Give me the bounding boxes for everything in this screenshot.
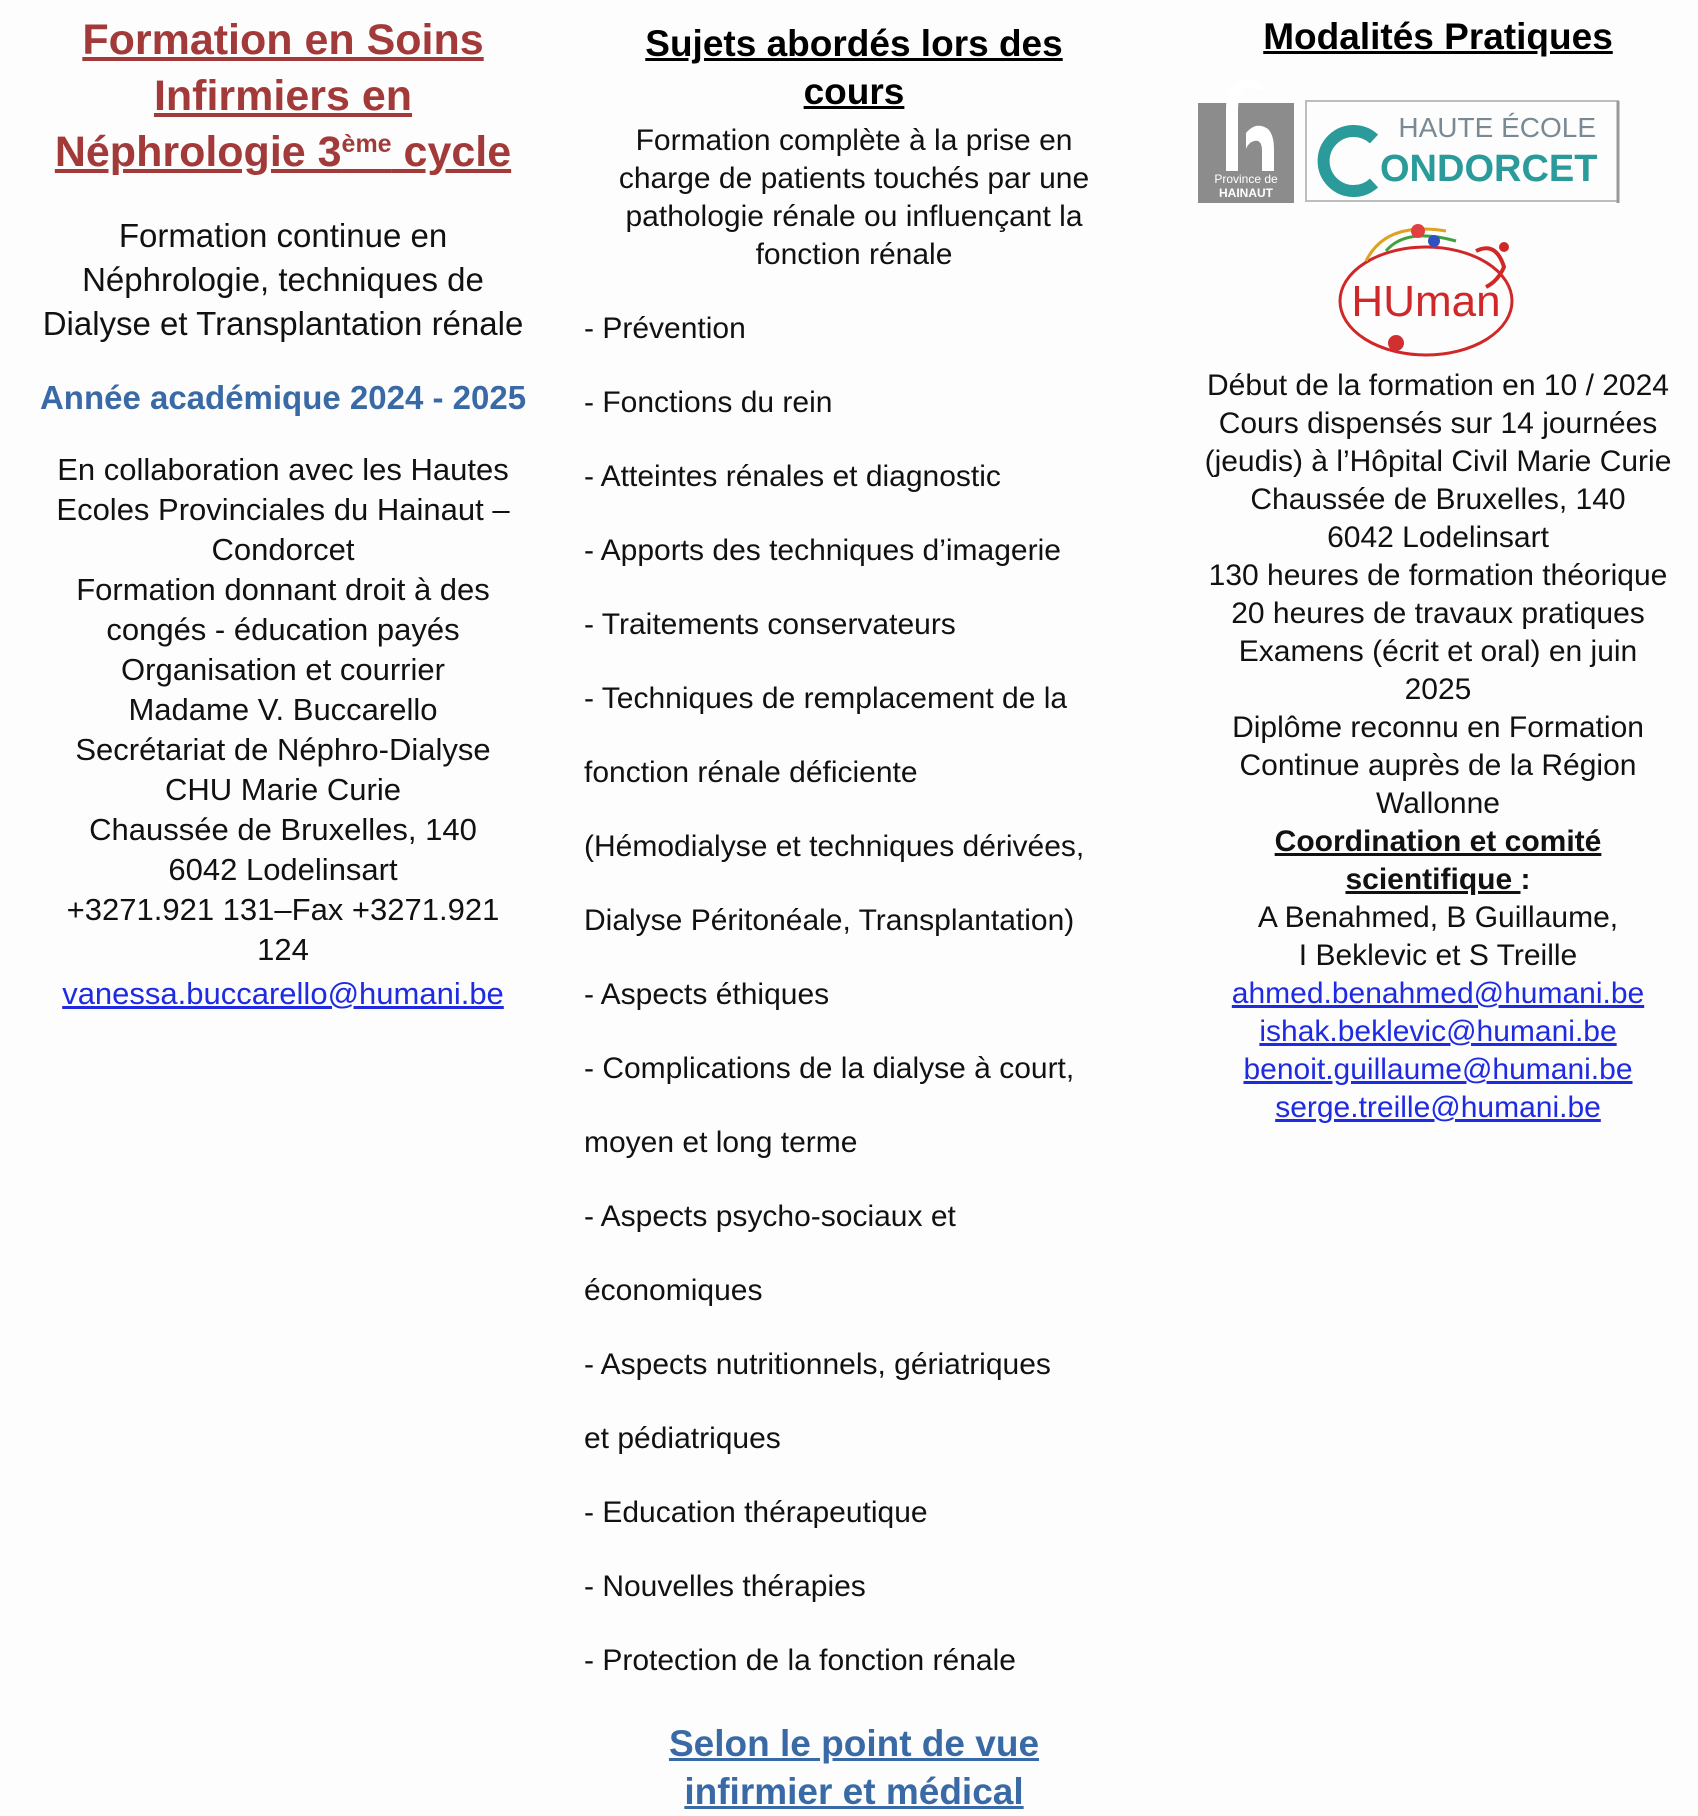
list-item: Dialyse Péritonéale, Transplantation) xyxy=(584,904,1075,937)
organisation-info xyxy=(0,450,566,1014)
topics-list xyxy=(584,274,1124,1716)
info-line: CHU Marie Curie xyxy=(165,772,401,807)
topics-intro xyxy=(584,122,1124,274)
list-item: (Hémodialyse et techniques dérivées, xyxy=(584,830,1085,863)
info-line: Formation donnant droit à des xyxy=(76,572,490,607)
coordination-heading-line2 xyxy=(1178,861,1698,899)
info-line: +3271.921 131–Fax +3271.921 xyxy=(66,892,500,927)
email-link[interactable]: ishak.beklevic@humani.be xyxy=(1259,1015,1617,1048)
list-item: - Education thérapeutique xyxy=(584,1496,928,1529)
contact-email-link[interactable]: vanessa.buccarello@humani.be xyxy=(62,976,504,1011)
desc-line: Néphrologie, techniques de xyxy=(82,261,484,298)
email-link[interactable]: serge.treille@humani.be xyxy=(1275,1091,1601,1124)
list-item: - Traitements conservateurs xyxy=(584,608,956,641)
hainaut-text: HAINAUT xyxy=(1219,186,1273,200)
province-text: Province de xyxy=(1214,172,1278,186)
list-item: - Aspects éthiques xyxy=(584,978,830,1011)
left-column xyxy=(0,0,566,1014)
heading-line: cours xyxy=(803,71,905,112)
email-link[interactable]: benoit.guillaume@humani.be xyxy=(1243,1053,1633,1086)
province-hainaut-logo xyxy=(1198,75,1294,203)
practical-info xyxy=(1178,367,1698,1127)
condorcet-text: ONDORCET xyxy=(1380,148,1598,190)
info-line: 20 heures de travaux pratiques xyxy=(1231,597,1645,630)
info-line: Diplôme reconnu en Formation xyxy=(1232,711,1644,744)
list-item: économiques xyxy=(584,1274,763,1307)
haute-ecole-text: HAUTE ÉCOLE xyxy=(1398,112,1596,143)
list-item: et pédiatriques xyxy=(584,1422,781,1455)
condorcet-logo xyxy=(1304,99,1628,205)
info-line: Secrétariat de Néphro-Dialyse xyxy=(75,732,491,767)
intro-line: Formation complète à la prise en xyxy=(635,124,1073,157)
info-line: 6042 Lodelinsart xyxy=(1327,521,1549,554)
course-title xyxy=(0,12,566,180)
committee-names: A Benahmed, B Guillaume, xyxy=(1257,901,1619,934)
info-line: Madame V. Buccarello xyxy=(128,692,438,727)
footer-line: infirmier et médical xyxy=(684,1771,1024,1812)
info-line: congés - éducation payés xyxy=(106,612,460,647)
logos-area xyxy=(1178,61,1698,361)
title-line: Infirmiers en xyxy=(153,72,413,120)
list-item: - Complications de la dialyse à court, xyxy=(584,1052,1075,1085)
title-sup: ème xyxy=(341,130,392,158)
info-line: 6042 Lodelinsart xyxy=(168,852,398,887)
humani-logo xyxy=(1326,211,1526,361)
info-line: Début de la formation en 10 / 2024 xyxy=(1207,369,1669,402)
coordination-heading: Coordination et comité xyxy=(1274,825,1602,858)
info-line: Continue auprès de la Région xyxy=(1239,749,1637,782)
info-line: Chaussée de Bruxelles, 140 xyxy=(89,812,477,847)
list-item: - Prévention xyxy=(584,312,746,345)
title-part: Néphrologie 3 xyxy=(54,128,342,176)
info-line: Organisation et courrier xyxy=(121,652,445,687)
info-line: 130 heures de formation théorique xyxy=(1208,559,1668,592)
desc-line: Formation continue en xyxy=(118,217,448,254)
list-item: fonction rénale déficiente xyxy=(584,756,918,789)
list-item: - Protection de la fonction rénale xyxy=(584,1644,1016,1677)
info-line: 124 xyxy=(257,932,309,967)
info-line: Ecoles Provinciales du Hainaut – xyxy=(56,492,510,527)
info-line: En collaboration avec les Hautes xyxy=(57,452,509,487)
list-item: - Aspects psycho-sociaux et xyxy=(584,1200,956,1233)
list-item: - Fonctions du rein xyxy=(584,386,833,419)
info-line: Condorcet xyxy=(211,532,355,567)
footer-line: Selon le point de vue xyxy=(668,1723,1040,1764)
committee-names: I Beklevic et S Treille xyxy=(1298,939,1578,972)
human-text: HUman xyxy=(1351,277,1501,326)
list-item: - Apports des techniques d’imagerie xyxy=(584,534,1061,567)
title-part: cycle xyxy=(391,128,512,176)
right-column xyxy=(1178,0,1698,1127)
desc-line: Dialyse et Transplantation rénale xyxy=(42,305,524,342)
info-line: Wallonne xyxy=(1376,787,1500,820)
info-line: 2025 xyxy=(1404,673,1472,706)
email-link[interactable]: ahmed.benahmed@humani.be xyxy=(1231,977,1645,1010)
intro-line: pathologie rénale ou influençant la xyxy=(625,200,1083,233)
middle-column xyxy=(584,0,1124,1816)
heading-line: Sujets abordés lors des xyxy=(645,23,1063,64)
course-description xyxy=(0,214,566,346)
topics-heading xyxy=(584,20,1124,116)
coordination-heading-part: scientifique xyxy=(1345,863,1521,896)
viewpoint-footer xyxy=(584,1720,1124,1816)
practical-heading: Modalités Pratiques xyxy=(1263,16,1613,57)
list-item: moyen et long terme xyxy=(584,1126,858,1159)
title-line xyxy=(0,124,566,180)
academic-year: Année académique 2024 - 2025 xyxy=(39,379,527,416)
coordination-colon: : xyxy=(1520,863,1531,896)
info-line: Cours dispensés sur 14 journées xyxy=(1218,407,1658,440)
list-item: - Nouvelles thérapies xyxy=(584,1570,866,1603)
title-line: Formation en Soins xyxy=(82,16,484,64)
intro-line: charge de patients touchés par une xyxy=(618,162,1090,195)
info-line: Examens (écrit et oral) en juin xyxy=(1238,635,1638,668)
info-line: (jeudis) à l’Hôpital Civil Marie Curie xyxy=(1204,445,1672,478)
intro-line: fonction rénale xyxy=(755,238,953,271)
info-line: Chaussée de Bruxelles, 140 xyxy=(1250,483,1626,516)
list-item: - Atteintes rénales et diagnostic xyxy=(584,460,1001,493)
list-item: - Aspects nutritionnels, gériatriques xyxy=(584,1348,1051,1381)
list-item: - Techniques de remplacement de la xyxy=(584,682,1068,715)
